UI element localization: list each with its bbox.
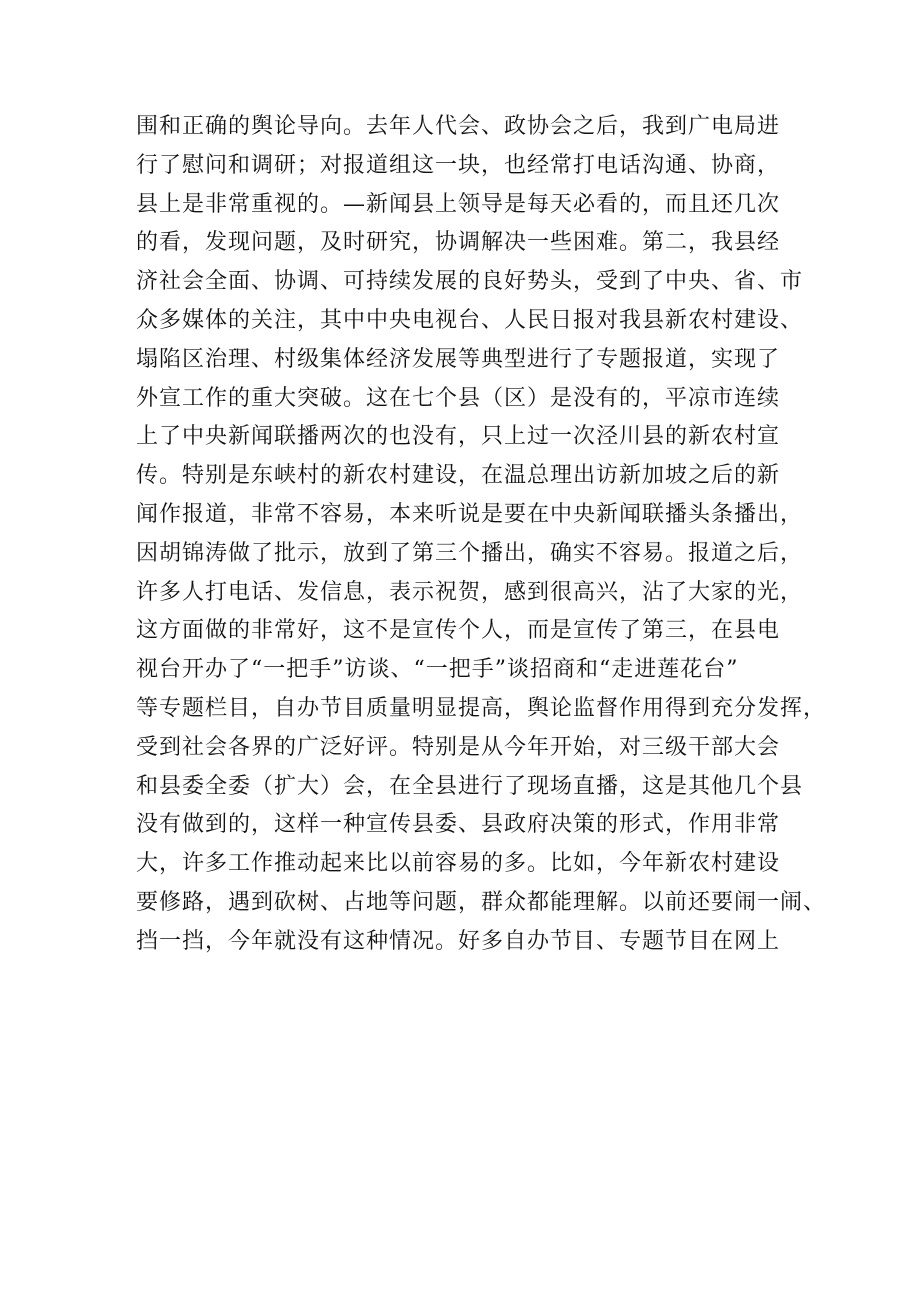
- text-line: 众多媒体的关注，其中中央电视台、人民日报对我县新农村建设、: [136, 307, 804, 333]
- text-line: 济社会全面、协调、可持续发展的良好势头，受到了中央、省、市: [136, 269, 804, 295]
- text-line: 这方面做的非常好，这不是宣传个人，而是宣传了第三，在县电: [136, 618, 781, 644]
- text-line: 受到社会各界的广泛好评。特别是从今年开始，对三级干部大会: [136, 734, 781, 760]
- text-line: 等专题栏目，自办节目质量明显提高，舆论监督作用得到充分发挥，: [136, 695, 827, 721]
- text-line: 的看，发现问题，及时研究，协调解决一些困难。第二，我县经: [136, 230, 781, 256]
- text-line: 要修路，遇到砍树、占地等问题，群众都能理解。以前还要闹一闹、: [136, 889, 827, 915]
- text-line: 行了慰问和调研；对报道组这一块，也经常打电话沟通、协商，: [136, 152, 781, 178]
- text-line: 挡一挡，今年就没有这种情况。好多自办节目、专题节目在网上: [136, 928, 781, 954]
- text-line: 县上是非常重视的。—新闻县上领导是每天必看的，而且还几次: [136, 191, 781, 217]
- text-line: 许多人打电话、发信息，表示祝贺，感到很高兴，沾了大家的光，: [136, 579, 804, 605]
- text-line: 塌陷区治理、村级集体经济发展等典型进行了专题报道，实现了: [136, 346, 781, 372]
- text-line: 闻作报道，非常不容易，本来听说是要在中央新闻联播头条播出，: [136, 501, 804, 527]
- text-line: 视台开办了“一把手”访谈、“一把手”谈招商和“走进莲花台”: [136, 657, 739, 683]
- text-line: 围和正确的舆论导向。去年人代会、政协会之后，我到广电局进: [136, 114, 781, 139]
- text-line: 外宣工作的重大突破。这在七个县（区）是没有的，平凉市连续: [136, 385, 781, 411]
- body-text: [136, 108, 827, 962]
- text-line: 上了中央新闻联播两次的也没有，只上过一次泾川县的新农村宣: [136, 424, 781, 450]
- text-line: 因胡锦涛做了批示，放到了第三个播出，确实不容易。报道之后，: [136, 540, 804, 566]
- text-line: 和县委全委（扩大）会，在全县进行了现场直播，这是其他几个县: [136, 773, 804, 799]
- text-line: 大，许多工作推动起来比以前容易的多。比如，今年新农村建设: [136, 851, 781, 877]
- text-line: 传。特别是东峡村的新农村建设，在温总理出访新加坡之后的新: [136, 463, 781, 489]
- text-line: 没有做到的，这样一种宣传县委、县政府决策的形式，作用非常: [136, 812, 781, 838]
